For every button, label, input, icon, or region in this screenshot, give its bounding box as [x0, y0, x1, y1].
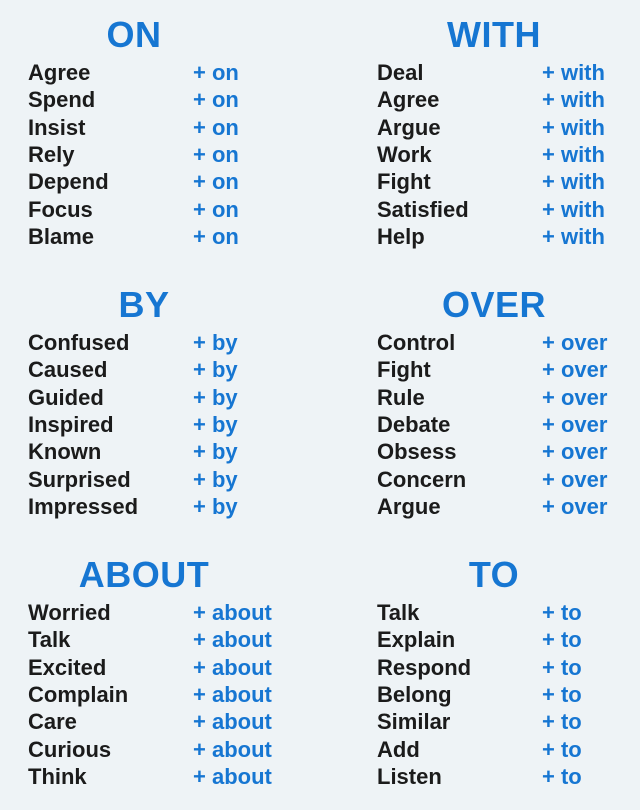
preposition-label: + over	[542, 384, 608, 410]
verb-word: Deal	[377, 60, 424, 85]
preposition-label: + by	[193, 466, 238, 492]
list-item	[320, 115, 640, 142]
list-item	[320, 357, 640, 384]
preposition-label: + by	[193, 439, 238, 465]
preposition-label: + about	[193, 600, 272, 625]
preposition-label: + over	[542, 493, 608, 519]
list-item	[0, 600, 320, 627]
verb-word: Guided	[28, 384, 104, 410]
verb-word: Control	[377, 330, 456, 355]
preposition-label: + to	[542, 627, 582, 653]
preposition-label: + by	[193, 330, 238, 355]
verb-word: Work	[377, 141, 432, 167]
list-item	[0, 357, 320, 384]
verb-word: Belong	[377, 681, 452, 707]
preposition-label: + over	[542, 439, 608, 465]
list-item	[0, 169, 320, 196]
list-item	[0, 197, 320, 224]
preposition-label: + with	[542, 196, 605, 222]
list-item	[320, 764, 640, 791]
section-to	[320, 540, 640, 810]
preposition-label: + to	[542, 736, 582, 762]
list-item	[0, 60, 320, 87]
list-item	[0, 115, 320, 142]
verb-word: Argue	[377, 114, 441, 140]
verb-word: Care	[28, 709, 77, 735]
preposition-label: + on	[193, 87, 239, 113]
preposition-label: + on	[193, 60, 239, 85]
preposition-label: + with	[542, 114, 605, 140]
list-item	[320, 467, 640, 494]
verb-word: Insist	[28, 114, 86, 140]
verb-word: Help	[377, 223, 425, 249]
list-item	[320, 682, 640, 709]
list-item	[0, 467, 320, 494]
preposition-label: + over	[542, 357, 608, 383]
verb-word: Fight	[377, 357, 431, 383]
verb-word: Blame	[28, 223, 95, 249]
list-item	[0, 412, 320, 439]
verb-word: Rule	[377, 384, 425, 410]
preposition-label: + on	[193, 169, 239, 195]
verb-word: Known	[28, 439, 102, 465]
verb-word: Confused	[28, 330, 130, 355]
list-item	[0, 330, 320, 357]
list-item	[0, 87, 320, 114]
verb-word: Spend	[28, 87, 96, 113]
section-by	[0, 270, 320, 540]
verb-word: Obsess	[377, 439, 457, 465]
section-title: OVER	[441, 284, 547, 325]
list-item	[320, 60, 640, 87]
section-about	[0, 540, 320, 810]
list-item	[0, 655, 320, 682]
list-item	[0, 494, 320, 521]
verb-word: Similar	[377, 709, 451, 735]
list-item	[0, 224, 320, 251]
list-item	[320, 439, 640, 466]
list-item	[0, 764, 320, 791]
section-on	[0, 0, 320, 270]
verb-word: Explain	[377, 627, 456, 653]
preposition-label: + with	[542, 141, 605, 167]
preposition-label: + to	[542, 763, 582, 789]
verb-word: Excited	[28, 654, 107, 680]
verb-word: Complain	[28, 681, 129, 707]
list-item	[0, 385, 320, 412]
section-with	[320, 0, 640, 270]
list-item	[320, 87, 640, 114]
section-title: ABOUT	[78, 554, 210, 595]
list-item	[320, 330, 640, 357]
verb-word: Inspired	[28, 411, 114, 437]
list-item	[320, 627, 640, 654]
preposition-label: + to	[542, 681, 582, 707]
preposition-label: + with	[542, 223, 605, 249]
verb-word: Rely	[28, 141, 75, 167]
list-item	[320, 600, 640, 627]
verb-word: Focus	[28, 196, 93, 222]
preposition-label: + by	[193, 357, 238, 383]
preposition-label: + about	[193, 681, 272, 707]
verb-word: Think	[28, 763, 87, 789]
preposition-label: + by	[193, 411, 238, 437]
preposition-label: + about	[193, 627, 272, 653]
preposition-label: + about	[193, 654, 272, 680]
preposition-label: + on	[193, 196, 239, 222]
list-item	[0, 142, 320, 169]
list-item	[320, 737, 640, 764]
list-item	[320, 494, 640, 521]
preposition-label: + by	[193, 384, 238, 410]
preposition-label: + on	[193, 141, 239, 167]
section-title: WITH	[447, 14, 541, 55]
verb-word: Argue	[377, 493, 441, 519]
list-item	[0, 682, 320, 709]
verb-word: Worried	[28, 600, 111, 625]
section-title: BY	[118, 284, 170, 325]
verb-word: Agree	[377, 87, 440, 113]
preposition-label: + over	[542, 466, 608, 492]
verb-word: Fight	[377, 169, 431, 195]
preposition-label: + to	[542, 709, 582, 735]
verb-word: Concern	[377, 466, 467, 492]
verb-word: Add	[377, 736, 420, 762]
verb-word: Debate	[377, 411, 451, 437]
list-item	[0, 737, 320, 764]
list-item	[320, 142, 640, 169]
section-title: TO	[468, 554, 520, 595]
list-item	[320, 412, 640, 439]
preposition-label: + by	[193, 493, 238, 519]
section-over	[320, 270, 640, 540]
list-item	[0, 709, 320, 736]
list-item	[320, 197, 640, 224]
list-item	[320, 385, 640, 412]
verb-word: Talk	[377, 600, 420, 625]
section-title: ON	[106, 14, 162, 55]
list-item	[0, 627, 320, 654]
verb-word: Curious	[28, 736, 112, 762]
list-item	[320, 169, 640, 196]
verb-word: Caused	[28, 357, 108, 383]
preposition-label: + about	[193, 763, 272, 789]
preposition-label: + with	[542, 87, 605, 113]
preposition-label: + on	[193, 223, 239, 249]
preposition-label: + to	[542, 654, 582, 680]
verb-word: Surprised	[28, 466, 131, 492]
verb-word: Impressed	[28, 493, 139, 519]
preposition-label: + about	[193, 736, 272, 762]
verb-word: Listen	[377, 763, 442, 789]
preposition-label: + to	[542, 600, 582, 625]
list-item	[320, 709, 640, 736]
verb-word: Depend	[28, 169, 109, 195]
preposition-label: + over	[542, 411, 608, 437]
verb-word: Talk	[28, 627, 71, 653]
verb-word: Satisfied	[377, 196, 469, 222]
list-item	[320, 224, 640, 251]
preposition-label: + on	[193, 114, 239, 140]
list-item	[0, 439, 320, 466]
verb-word: Agree	[28, 60, 91, 85]
preposition-label: + over	[542, 330, 608, 355]
verb-word: Respond	[377, 654, 472, 680]
preposition-label: + with	[542, 60, 605, 85]
preposition-label: + about	[193, 709, 272, 735]
preposition-label: + with	[542, 169, 605, 195]
list-item	[320, 655, 640, 682]
